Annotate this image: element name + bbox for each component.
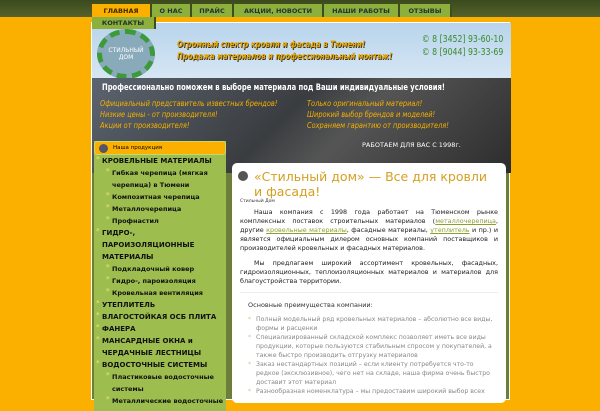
nav-about[interactable]: О НАС <box>152 4 192 17</box>
text: Наша компания с 1998 года работает на Тюменском рынке комплексных поставок строительных материалов ( <box>240 208 498 225</box>
phone: © 8 [9044] 93-33-69 <box>421 47 503 58</box>
sidebar-item[interactable]: * КРОВЕЛЬНЫЕ МАТЕРИАЛЫ <box>94 155 226 167</box>
advantage-item: * Специализированный складской комплекс позволяет иметь все виды продукции, которые пользуются стабильным спросом у покупателей, а также быстро производить отгрузку материалов <box>248 333 498 360</box>
sidebar-item[interactable]: * Металлические водосточные <box>94 395 226 407</box>
advantage-item: * Разнообразная номенклатура – мы предоставим широкий выбор всех <box>248 387 498 396</box>
main-nav <box>92 4 512 17</box>
nav-reviews[interactable]: ОТЗЫВЫ <box>400 4 452 17</box>
banner-headline: Профессионально поможем в выборе материала под Ваши индивидуальные условия! <box>102 83 445 93</box>
sidebar-item[interactable]: * Подкладочный ковер <box>94 263 226 275</box>
slogan-line: Огромный спектр кровли и фасада в Тюмени! <box>177 40 366 50</box>
sidebar-item[interactable]: * ФАНЕРА <box>94 323 226 335</box>
banner-point: Сохраняем гарантию от производителя! <box>307 121 449 130</box>
advantage-item: * Заказ нестандартных позиций – если клиенту потребуется что-то редкое (эксклюзивное), чего нет на складе, наша фирма очень быстро доставит этот материал <box>248 360 498 387</box>
page-title <box>240 169 498 199</box>
sidebar-item[interactable]: * УТЕПЛИТЕЛЬ <box>94 299 226 311</box>
sidebar-item[interactable]: * Кровельная вентиляция <box>94 287 226 299</box>
banner-right <box>307 98 449 131</box>
text: , другие <box>240 217 498 234</box>
advantages <box>240 292 498 396</box>
nav-news[interactable]: АКЦИИ, НОВОСТИ <box>234 4 324 17</box>
subtitle: Стильный Дом <box>240 199 275 204</box>
sidebar <box>94 141 226 411</box>
link-roofing[interactable]: кровельные материалы <box>266 226 347 234</box>
page <box>91 22 510 405</box>
sidebar-item[interactable]: * Гибкая черепица (мягкая черепица) в Тюмени <box>94 167 226 191</box>
banner-point: Акции от производителя! <box>100 121 190 130</box>
sidebar-item[interactable]: * ВЛАГОСТОЙКАЯ ОСБ ПЛИТА <box>94 311 226 323</box>
link-insulation[interactable]: утеплитель <box>430 226 470 234</box>
nav-home[interactable]: ГЛАВНАЯ <box>92 4 152 17</box>
sidebar-title: Наша продукция <box>113 145 163 151</box>
banner-point: Низкие цены - от производителя! <box>100 110 218 119</box>
content <box>232 163 506 403</box>
banner-left <box>100 98 277 131</box>
house-icon <box>238 171 248 181</box>
intro-paragraph <box>240 208 498 253</box>
sidebar-header <box>94 141 226 155</box>
sidebar-item[interactable]: * Пластиковые водосточные системы <box>94 371 226 395</box>
phone: © 8 [3452] 93-60-10 <box>421 34 503 45</box>
nav-contacts[interactable]: КОНТАКТЫ <box>92 17 156 29</box>
slogan <box>177 39 392 63</box>
sidebar-item[interactable]: * ГИДРО-, ПАРОИЗОЛЯЦИОННЫЕ МАТЕРИАЛЫ <box>94 227 226 263</box>
sidebar-item[interactable]: * Металлочерепица <box>94 203 226 215</box>
offer-paragraph: Мы предлагаем широкий ассортимент кровельных, фасадных, гидроизоляционных, теплоизоляционных материалов и материалов для благоустройства территории. <box>240 259 498 285</box>
logo-text: СТИЛЬНЫЙ ДОМ <box>108 47 144 61</box>
banner-point: Только оригинальный материал! <box>307 99 423 108</box>
sidebar-item[interactable]: * Профнастил <box>94 215 226 227</box>
nav-works[interactable]: НАШИ РАБОТЫ <box>324 4 400 17</box>
sidebar-item[interactable]: * Гидро-, пароизоляция <box>94 275 226 287</box>
text: и пр.) и является официальным дилером основных компаний поставщиков и производителей кровельных и фасадных материалов. <box>240 226 498 252</box>
sidebar-item[interactable]: * ВОДОСТОЧНЫЕ СИСТЕМЫ <box>94 359 226 371</box>
page-title-text: «Стильный дом» — Все для кровли и фасада! <box>254 169 487 199</box>
text: , фасадные материалы, <box>346 226 431 234</box>
phones <box>422 33 503 59</box>
logo[interactable] <box>97 29 155 79</box>
header <box>92 23 511 78</box>
sidebar-item[interactable]: * МАНСАРДНЫЕ ОКНА и ЧЕРДАЧНЫЕ ЛЕСТНИЦЫ <box>94 335 226 359</box>
sidebar-item[interactable]: * Композитная черепица <box>94 191 226 203</box>
banner-point: Официальный представитель известных брендов! <box>100 99 278 108</box>
link-metal-tile[interactable]: металлочерепица <box>435 217 496 225</box>
advantages-title: Основные преимущества компании: <box>248 301 373 309</box>
house-icon <box>99 144 108 153</box>
product-menu <box>94 155 226 407</box>
banner-point: Широкий выбор брендов и моделей! <box>307 110 436 119</box>
slogan-line: Продажа материалов и профессиональный монтаж! <box>177 52 393 62</box>
nav-price[interactable]: ПРАЙС <box>192 4 234 17</box>
since-text: РАБОТАЕМ ДЛЯ ВАС С 1998г. <box>362 141 461 149</box>
advantage-item: * Полный модельный ряд кровельных материалов – абсолютно все виды, формы и расценки <box>248 315 498 333</box>
